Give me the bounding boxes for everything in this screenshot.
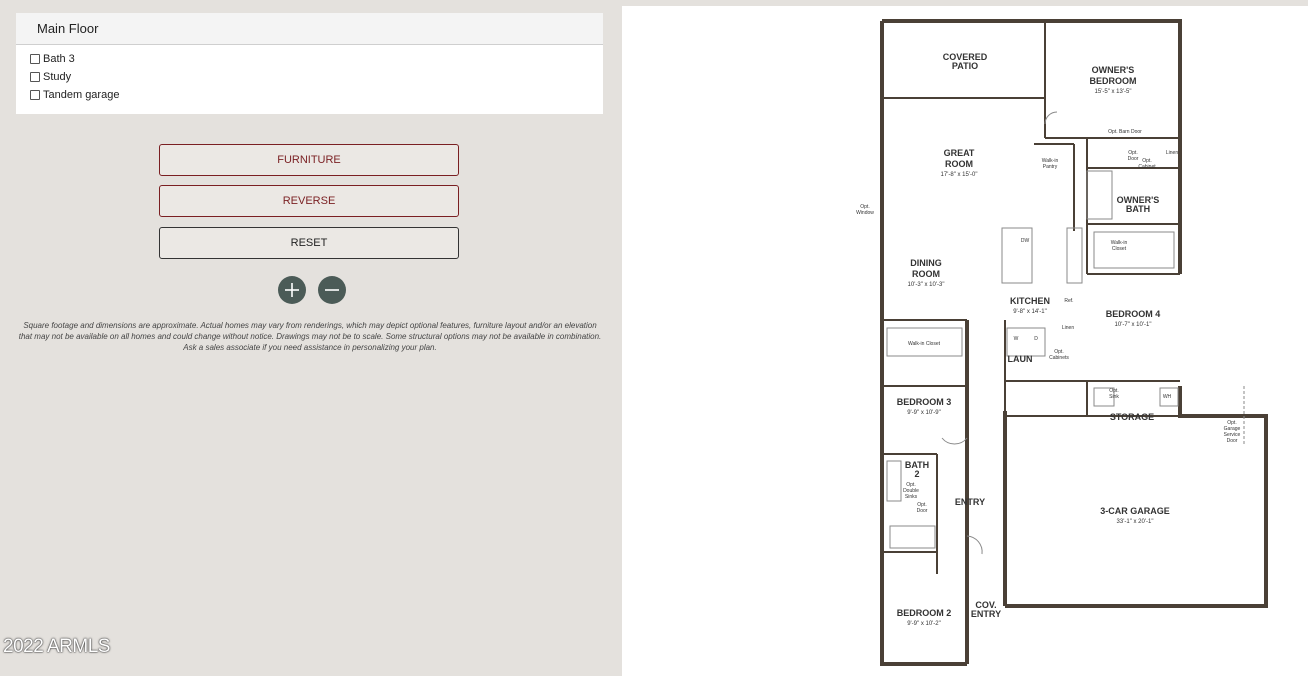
dishwasher-label: DW: [1020, 238, 1030, 244]
fixtures: [887, 112, 1244, 554]
opt-door: Opt.: [1128, 150, 1138, 156]
opt-double-sinks-2: Double: [903, 488, 919, 494]
opt-door-2: Door: [1127, 156, 1139, 162]
option-bath-3[interactable]: [30, 51, 75, 67]
linen-owner: Linen: [1165, 150, 1179, 156]
copyright-watermark: 2022 ARMLS: [3, 636, 110, 657]
opt-sink-2: Sink: [1109, 394, 1119, 400]
study-checkbox[interactable]: [30, 72, 40, 82]
option-label: Study: [43, 71, 72, 83]
opt-barn-door: Opt. Barn Door: [1108, 129, 1142, 135]
tandem-garage-checkbox[interactable]: [30, 90, 40, 100]
opt-cabinets: Opt.: [1054, 349, 1064, 355]
opt-sink: Opt.: [1109, 388, 1119, 394]
dining-room-label: DINING: [910, 258, 942, 268]
plan-options-panel: [0, 0, 622, 676]
options-card: [16, 13, 603, 114]
owners-bedroom-dim: 15'-5" x 13'-5": [1094, 89, 1132, 95]
bath-2-label: BATH: [904, 460, 930, 470]
cov-entry-label: COV.: [975, 600, 997, 610]
option-study[interactable]: [30, 69, 71, 85]
bedroom-2-label: BEDROOM 2: [896, 608, 952, 618]
garage-label: 3-CAR GARAGE: [1100, 506, 1170, 516]
washer-label: W: [1013, 336, 1019, 342]
storage-label: STORAGE: [1109, 412, 1155, 422]
bedroom-4-label: BEDROOM 4: [1105, 309, 1161, 319]
options-header[interactable]: [16, 13, 603, 45]
opt-garage-door-2: Garage: [1223, 426, 1241, 432]
furniture-button[interactable]: FURNITURE: [159, 144, 459, 176]
opt-cabinet: Opt.: [1142, 158, 1152, 164]
disclaimer-text: Square footage and dimensions are approximate. Actual homes may vary from renderings, which may depict optional features, furniture layout and/or an elevation that may not be available on all homes and could change without notice. Drawings may not be to scale. Some structural options may not be available in combination. Ask a sales associate if you need assistance in personalizing your plan.: [18, 321, 602, 352]
kitchen-dim: 9'-8" x 14'-1": [1013, 309, 1047, 315]
owner-walk-in-closet: Walk-in: [1110, 240, 1128, 246]
bedroom-2-dim: 9'-9" x 10'-2": [907, 621, 941, 627]
option-label: Bath 3: [43, 53, 75, 65]
bath-2-label-2: 2: [914, 469, 920, 479]
dining-room-dim: 10'-3" x 10'-3": [907, 282, 945, 288]
opt-window: Opt.: [860, 204, 870, 210]
minus-icon: [318, 276, 346, 304]
great-room-label-2: ROOM: [945, 159, 973, 169]
water-heater-label: WH: [1162, 394, 1172, 400]
reset-button[interactable]: RESET: [159, 227, 459, 259]
walk-in-closet: Walk-in Closet: [907, 341, 941, 347]
kitchen-label: KITCHEN: [1010, 296, 1050, 306]
entry-label: ENTRY: [954, 497, 986, 507]
opt-cabinet-2: Cabinet: [1138, 164, 1156, 170]
opt-garage-door-4: Door: [1226, 438, 1238, 444]
bedroom-3-dim: 9'-9" x 10'-9": [907, 410, 941, 416]
plus-icon: [278, 276, 306, 304]
covered-patio-label-2: PATIO: [951, 61, 979, 71]
walk-in-pantry-2: Pantry: [1042, 164, 1058, 170]
dining-room-label-2: ROOM: [912, 269, 940, 279]
option-label: Tandem garage: [43, 89, 120, 101]
owners-bath-label: OWNER'S: [1116, 195, 1160, 205]
owners-bedroom-label: OWNER'S: [1091, 65, 1135, 75]
zoom-out-button[interactable]: [318, 276, 346, 304]
opt-double-sinks-3: Sinks: [904, 494, 918, 500]
linen-hall: Linen: [1061, 325, 1075, 331]
opt-garage-door: Opt.: [1227, 420, 1237, 426]
laundry-label: LAUN: [1007, 354, 1033, 364]
opt-door-bath: Opt.: [917, 502, 927, 508]
great-room-label: GREAT: [943, 148, 975, 158]
zoom-in-button[interactable]: [278, 276, 306, 304]
great-room-dim: 17'-8" x 15'-0": [940, 172, 978, 178]
opt-cabinets-2: Cabinets: [1049, 355, 1069, 361]
opt-double-sinks: Opt.: [906, 482, 916, 488]
covered-patio-label: COVERED: [942, 52, 988, 62]
section-title: Main Floor: [37, 21, 99, 36]
garage-dim: 33'-1" x 20'-1": [1116, 519, 1154, 525]
opt-window-2: Window: [856, 210, 874, 216]
cov-entry-label-2: ENTRY: [970, 609, 1002, 619]
opt-garage-door-3: Service: [1223, 432, 1241, 438]
bedroom-3-label: BEDROOM 3: [896, 397, 952, 407]
dryer-label: D: [1034, 336, 1038, 342]
owners-bedroom-label-2: BEDROOM: [1089, 76, 1137, 86]
bath-3-checkbox[interactable]: [30, 54, 40, 64]
refrigerator-label: Ref.: [1064, 298, 1074, 304]
opt-door-bath-2: Door: [916, 508, 928, 514]
floor-plan-viewer[interactable]: [622, 6, 1308, 676]
option-tandem-garage[interactable]: [30, 87, 119, 103]
walk-in-pantry: Walk-in: [1041, 158, 1059, 164]
bedroom-4-dim: 10'-7" x 10'-1": [1114, 322, 1152, 328]
floor-plan-drawing: [622, 6, 1308, 676]
reverse-button[interactable]: REVERSE: [159, 185, 459, 217]
owners-bath-label-2: BATH: [1125, 204, 1151, 214]
owner-walk-in-closet-2: Closet: [1111, 246, 1127, 252]
